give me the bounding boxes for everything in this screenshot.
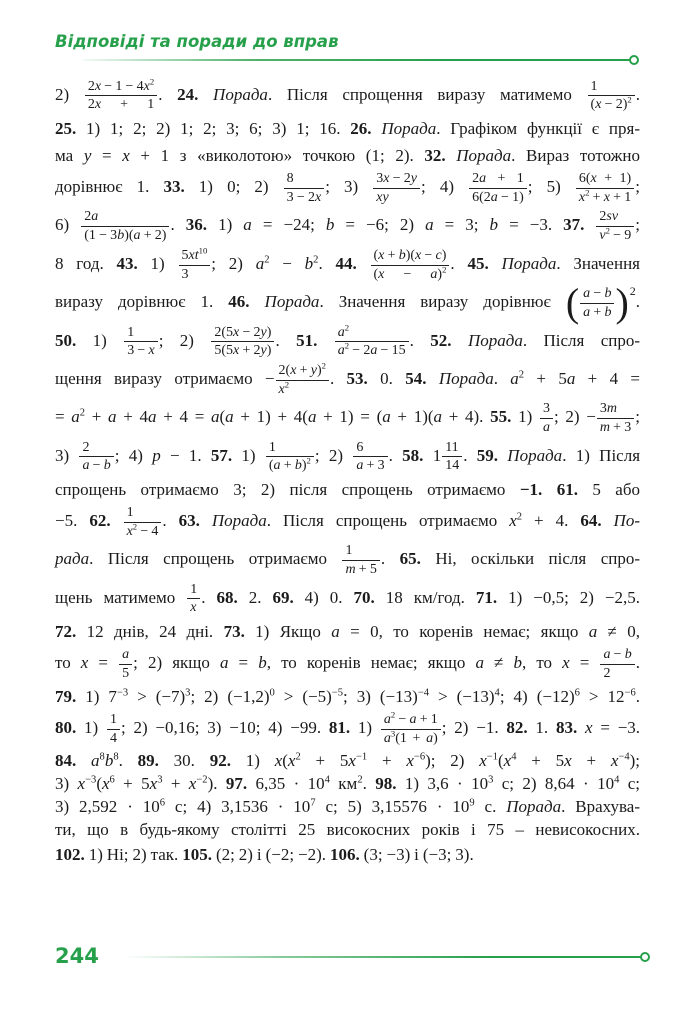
fraction: $\frac{6(x + 1)}{x^2 + x + 1}$ — [576, 171, 634, 205]
fraction: $\frac{2x - 1 - 4x^2}{2x + 1}$ — [85, 79, 157, 113]
answer-line: 50. 1) $\frac{1}{3 - x}$ ; 2) $\frac{2(5x - 2y)}{5(5x + 2y)}$ . 51. $\frac{a^2}{a^2 - 2a - 15}$ . 52. Порада. Після спро- — [55, 321, 640, 359]
fraction: $\frac{a}{5}$ — [119, 647, 132, 681]
answer-line: то x = $\frac{a}{5}$ ; 2) якщо a = b, то коренів немає; якщо a ≠ b, то x = $\frac{a - b}{2}$ . — [55, 646, 640, 681]
footer-rule — [123, 956, 645, 958]
fraction: $\frac{2}{a - b}$ — [79, 440, 113, 474]
answer-line: дорівнює 1. 33. 1) 0; 2) $\frac{8}{3 - 2x}$ ; 3) $\frac{3x - 2y}{xy}$ ; 4) $\frac{2a + 1}{6(2a - 1)}$ ; 5) $\frac{6(x + 1)}{x^2 + x + 1}$ ; — [55, 171, 640, 205]
answers-text — [0, 61, 695, 868]
fraction: $\frac{1}{x}$ — [187, 582, 200, 616]
answer-line: 80. 1) $\frac{1}{4}$ ; 2) −0,16; 3) −10; 4) −99. 81. 1) $\frac{a^2 - a + 1}{a^3(1 + a)}$ ; 2) −1. 82. 1. 83. x = −3. — [55, 709, 641, 746]
fraction: $\frac{a^2 - a + 1}{a^3(1 + a)}$ — [381, 712, 441, 746]
fraction: $\frac{2sv}{v^2 - 9}$ — [596, 209, 634, 243]
answer-line: 8 год. 43. 1) $\frac{5xt^{10}}{3}$ ; 2) $a^2 - b^2$. 44. $\frac{(x + b)(x - c)}{(x - a)^2}$ . 45. Порада. Значення — [55, 245, 640, 282]
answer-line: виразу дорівнює 1. 46. Порада. Значення виразу дорівнює ( $\frac{a - b}{a + b}$ ) $^2$ . — [55, 280, 641, 326]
answer-line: −5. 62. $\frac{1}{x^2 - 4}$ . 63. Порада. Після спрощень отримаємо $x^2 + 4$. 64. По- — [55, 504, 640, 539]
rule-end-circle — [629, 55, 639, 65]
fraction: $\frac{a^2}{a^2 - 2a - 15}$ — [335, 325, 409, 359]
fraction: $\frac{6}{a + 3}$ — [353, 440, 387, 474]
answer-line: щення виразу отримаємо − $\frac{2(x + y)^2}{x^2}$ . 53. 0. 54. Порада. $a^2 + 5a + 4$ = — [55, 360, 641, 397]
fraction: $\frac{(x + b)(x - c)}{(x - a)^2}$ — [371, 248, 450, 282]
fraction: $\frac{2(5x - 2y)}{5(5x + 2y)}$ — [211, 325, 274, 359]
answer-line: 2) $\frac{2x - 1 - 4x^2}{2x + 1}$ . 24. Порада. Після спрощення виразу матимемо $\frac{1}{(x - 2)^2}$ . — [55, 76, 640, 113]
answer-line: 72. 12 днів, 24 дні. 73. 1) Якщо a = 0, то коренів немає; якщо a ≠ 0, — [55, 621, 641, 641]
answer-line: 3) $\frac{2}{a - b}$ ; 4) p − 1. 57. 1) $\frac{1}{(a + b)^2}$ ; 2) $\frac{6}{a + 3}$ . 58. 1 $\frac{11}{14}$ . 59. Порада. 1) Після — [55, 439, 641, 474]
page-number: 244 — [55, 944, 99, 968]
answer-line: ти, що в будь-якому столітті 25 високосних років і 75 – невисокосних. — [55, 819, 640, 839]
header-rule — [83, 59, 634, 61]
page-header — [0, 0, 695, 61]
fraction: $\frac{1}{4}$ — [107, 712, 120, 746]
answer-line: 6) $\frac{2a}{(1 - 3b)(a + 2)}$ . 36. 1) a = −24; b = −6; 2) a = 3; b = −3. 37. $\frac{2sv}{v^2 - 9}$ ; — [55, 209, 641, 244]
fraction: $\frac{1}{m + 5}$ — [342, 543, 379, 577]
answer-line: 79. 1) $7^{-3} > (-7)^3$; 2) $(-1,2)^0 > (-5)^{-5}$; 3) $(-13)^{-4} > (-13)^4$; 4) $(-12)^6 > 12^{-6}$. — [55, 687, 640, 707]
fraction: $\frac{a - b}{a + b}$ — [580, 286, 614, 320]
answer-line: 3) $x^{-3}(x^6 + 5x^3 + x^{-2})$. 97. $6,35 \cdot 10^4$ $км^2$. 98. 1) $3,6 \cdot 10^3$ с; 2) $8,64 \cdot 10^4$ с; — [55, 773, 640, 793]
fraction: $\frac{2a + 1}{6(2a - 1)}$ — [469, 171, 527, 205]
fraction: $\frac{11}{14}$ — [442, 440, 462, 474]
fraction: $\frac{1}{(a + b)^2}$ — [266, 440, 314, 474]
answer-line: 84. $a^8b^8$. 89. 30. 92. 1) $x(x^2 + 5x^{-1} + x^{-6})$; 2) $x^{-1}(x^4 + 5x + x^{-4})$; — [55, 750, 641, 770]
page-header-title: Відповіді та поради до вправ — [55, 32, 339, 51]
answer-line: 102. 1) Ні; 2) так. 105. (2; 2) і (−2; −2). 106. (3; −3) і (−3; 3). — [55, 844, 474, 864]
parenthesized-fraction: ( $\frac{a - b}{a + b}$ ) $^2$ — [565, 280, 636, 326]
page-footer — [55, 946, 645, 967]
fraction: $\frac{2(x + y)^2}{x^2}$ — [276, 363, 329, 397]
fraction: $\frac{1}{(x - 2)^2}$ — [588, 79, 635, 113]
fraction: $\frac{1}{x^2 - 4}$ — [124, 505, 162, 539]
answer-line: рада. Після спрощень отримаємо $\frac{1}{m + 5}$ . 65. Ні, оскільки після спро- — [55, 543, 640, 577]
fraction: $\frac{1}{3 - x}$ — [124, 325, 158, 359]
answer-line: = $a^2 + a + 4a + 4 = a(a + 1) + 4(a + 1) = (a + 1)(a + 4)$. 55. 1) $\frac{3}{a}$ ; 2) − $\frac{3m}{m + 3}$ ; — [55, 401, 640, 435]
answer-line: 3) $2,592 \cdot 10^6$ с; 4) $3,1536 \cdot 10^7$ с; 5) $3,15576 \cdot 10^9$ с. Порада. Врахува- — [55, 796, 640, 816]
fraction: $\frac{2a}{(1 - 3b)(a + 2)}$ — [81, 209, 169, 243]
answer-line: щень матимемо $\frac{1}{x}$ . 68. 2. 69. 4) 0. 70. 18 км/год. 71. 1) −0,5; 2) −2,5. — [55, 581, 640, 616]
rule-end-circle — [640, 952, 650, 962]
answer-line: 25. 1) 1; 2; 2) 1; 2; 3; 6; 3) 1; 16. 26. Порада. Графіком функції є пря- — [55, 119, 640, 139]
fraction: $\frac{3x - 2y}{xy}$ — [373, 171, 420, 205]
fraction: $\frac{a - b}{2}$ — [600, 647, 634, 681]
fraction: $\frac{8}{3 - 2x}$ — [284, 171, 325, 205]
fraction: $\frac{5xt^{10}}{3}$ — [179, 248, 211, 282]
fraction: $\frac{3}{a}$ — [540, 401, 553, 435]
answer-line: ма y = x + 1 з «виколотою» точкою (1; 2). 32. Порада. Вираз тотожно — [55, 146, 640, 166]
fraction: $\frac{3m}{m + 3}$ — [597, 401, 634, 435]
answer-line: спрощень отримаємо 3; 2) після спрощень отримаємо −1. 61. 5 або — [55, 479, 640, 499]
